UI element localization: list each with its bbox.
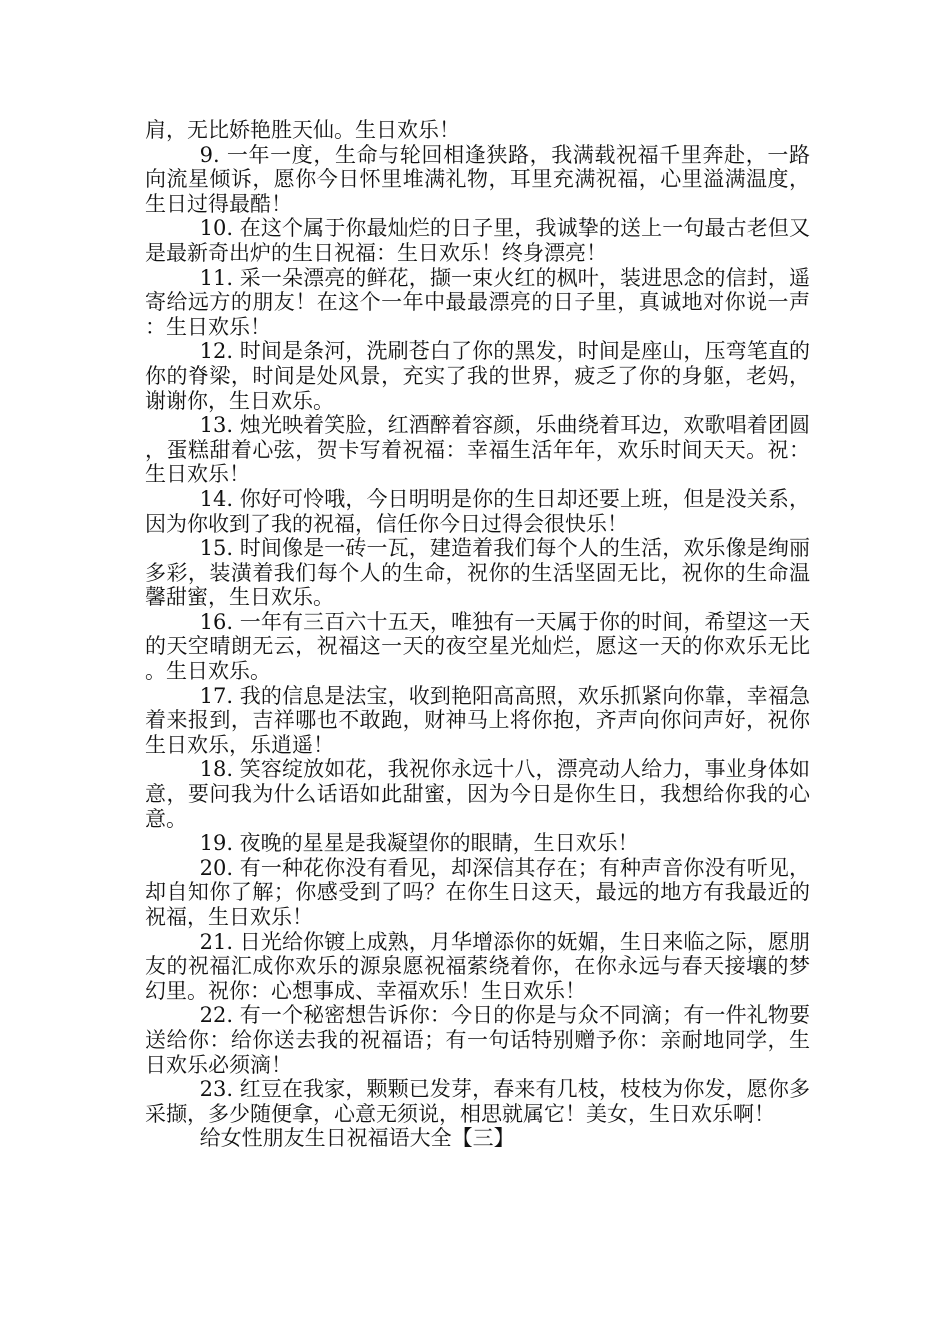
wish-paragraph-17: 17. 我的信息是法宝，收到艳阳高高照，欢乐抓紧向你靠，幸福急着来报到，吉祥哪也不敢跑，财神马上将你抱，齐声向你问声好，祝你生日欢乐，乐逍遥！	[145, 683, 810, 757]
wish-paragraph-18: 18. 笑容绽放如花，我祝你永远十八，漂亮动人给力，事业身体如意，要问我为什么话语如此甜蜜，因为今日是你生日，我想给你我的心意。	[145, 757, 810, 831]
wish-paragraph-22: 22. 有一个秘密想告诉你：今日的你是与众不同滴；有一件礼物要送给你：给你送去我的祝福语；有一句话特别赠予你：亲耐地同学，生日欢乐必须滴！	[145, 1003, 810, 1077]
section-heading: 给女性朋友生日祝福语大全【三】	[199, 1126, 515, 1151]
wish-paragraph-10: 10. 在这个属于你最灿烂的日子里，我诚挚的送上一句最古老但又是最新奇出炉的生日祝福：生日欢乐！终身漂亮！	[145, 216, 810, 265]
wish-paragraph-20: 20. 有一种花你没有看见，却深信其存在；有种声音你没有听见，却自知你了解；你感受到了吗？在你生日这天，最远的地方有我最近的祝福，生日欢乐！	[145, 855, 810, 929]
wish-paragraph-19: 19. 夜晚的星星是我凝望你的眼睛，生日欢乐！	[199, 831, 639, 856]
wish-paragraph-21: 21. 日光给你镀上成熟，月华增添你的妩媚，生日来临之际，愿朋友的祝福汇成你欢乐的源泉愿祝福萦绕着你，在你永远与春天接壤的梦幻里。祝你：心想事成、幸福欢乐！生日欢乐！	[145, 929, 810, 1003]
wish-paragraph-11: 11. 采一朵漂亮的鲜花，撷一束火红的枫叶，装进思念的信封，遥寄给远方的朋友！在这个一年中最最漂亮的日子里，真诚地对你说一声：生日欢乐！	[145, 265, 810, 339]
wish-paragraph-15: 15. 时间像是一砖一瓦，建造着我们每个人的生活，欢乐像是绚丽多彩，装潢着我们每个人的生命，祝你的生活坚固无比，祝你的生命温馨甜蜜，生日欢乐。	[145, 536, 810, 610]
wish-paragraph-9: 9. 一年一度，生命与轮回相逢狭路，我满载祝福千里奔赴，一路向流星倾诉，愿你今日怀里堆满礼物，耳里充满祝福，心里溢满温度，生日过得最酷！	[145, 142, 810, 216]
document-body	[145, 118, 810, 1151]
continuation-text: 肩，无比娇艳胜天仙。生日欢乐！	[145, 118, 460, 142]
wish-paragraph-12: 12. 时间是条河，洗刷苍白了你的黑发，时间是座山，压弯笔直的你的脊梁，时间是处风景，充实了我的世界，疲乏了你的身躯，老妈，谢谢你，生日欢乐。	[145, 339, 810, 413]
wish-paragraph-23: 23. 红豆在我家，颗颗已发芽，春来有几枝，枝枝为你发，愿你多采撷，多少随便拿，心意无须说，相思就属它！美女，生日欢乐啊！	[145, 1077, 810, 1126]
wish-paragraph-16: 16. 一年有三百六十五天，唯独有一天属于你的时间，希望这一天的天空晴朗无云，祝福这一天的夜空星光灿烂，愿这一天的你欢乐无比。生日欢乐。	[145, 609, 810, 684]
wish-paragraph-13: 13. 烛光映着笑脸，红酒醉着容颜，乐曲绕着耳边，欢歌唱着团圆，蛋糕甜着心弦，贺卡写着祝福：幸福生活年年，欢乐时间天天。祝：生日欢乐！	[145, 413, 810, 487]
wish-paragraph-14: 14. 你好可怜哦，今日明明是你的生日却还要上班，但是没关系，因为你收到了我的祝福，信任你今日过得会很快乐！	[145, 486, 810, 536]
